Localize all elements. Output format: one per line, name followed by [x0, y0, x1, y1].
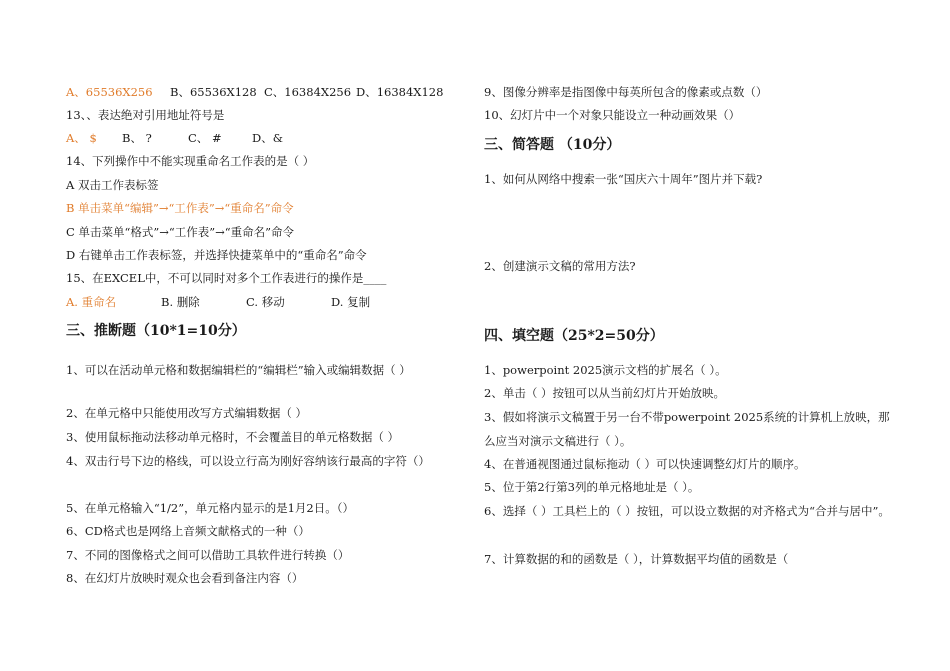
q15-options	[66, 294, 468, 310]
judgment-9: 9、图像分辨率是指图像中每英所包含的像素或点数（）	[484, 85, 768, 99]
judgment-6: 6、CD格式也是网络上音频文献格式的一种（）	[66, 524, 310, 538]
section-fill-title: 四、填空题（25*2=50分）	[484, 328, 664, 344]
q14-stem: 14、下列操作中不能实现重命名工作表的是（ ）	[66, 154, 315, 168]
q15-option-a: A. 重命名	[66, 295, 117, 309]
section-short-answer-title: 三、简答题 （10分）	[484, 137, 621, 153]
q14-option-a: A 双击工作表标签	[66, 178, 159, 192]
q14-option-d: D 右键单击工作表标签，并选择快捷菜单中的“重命名”命令	[66, 248, 367, 262]
fill-6: 6、选择（ ）工具栏上的（ ）按钮，可以设立数据的对齐格式为“合并与居中”。	[484, 504, 890, 518]
q12-option-a: A、65536X256	[66, 85, 153, 99]
q13-option-c: C、 #	[188, 131, 222, 145]
judgment-2: 2、在单元格中只能使用改写方式编辑数据（ ）	[66, 406, 307, 420]
q15-option-d: D. 复制	[331, 295, 371, 309]
judgment-5: 5、在单元格输入“1/2”，单元格内显示的是1月2日。（）	[66, 501, 354, 515]
q15-option-c: C. 移动	[246, 295, 285, 309]
fill-1: 1、powerpoint 2025演示文档的扩展名（ ）。	[484, 363, 727, 377]
q13-option-b: B、 ?	[122, 131, 152, 145]
judgment-10: 10、幻灯片中一个对象只能设立一种动画效果（）	[484, 108, 741, 122]
judgment-3: 3、使用鼠标拖动法移动单元格时，不会覆盖目的单元格数据（ ）	[66, 430, 399, 444]
q13-option-a: A、 $	[66, 131, 97, 145]
q14-option-b: B 单击菜单“编辑”→“工作表”→“重命名”命令	[66, 201, 294, 215]
judgment-7: 7、不同的图像格式之间可以借助工具软件进行转换（）	[66, 548, 350, 562]
section-judgment-title: 三、推断题（10*1=10分）	[66, 323, 246, 339]
q13-options	[66, 130, 468, 146]
judgment-8: 8、在幻灯片放映时观众也会看到备注内容（）	[66, 571, 304, 585]
fill-5: 5、位于第2行第3列的单元格地址是（ ）。	[484, 480, 700, 494]
q13-stem: 13、、表达绝对引用地址符号是	[66, 108, 225, 122]
fill-3: 3、假如将演示文稿置于另一台不带powerpoint 2025系统的计算机上放映，那么应当对演示文稿进行（ ）。	[484, 410, 890, 448]
q13-option-d: D、&	[252, 131, 283, 145]
judgment-1: 1、可以在活动单元格和数据编辑栏的“编辑栏”输入或编辑数据（ ）	[66, 363, 411, 377]
short-answer-1: 1、如何从网络中搜索一张“国庆六十周年”图片并下载?	[484, 172, 763, 186]
fill-7: 7、计算数据的和的函数是（ ），计算数据平均值的函数是（	[484, 552, 789, 566]
q12-option-c: C、16384X256	[264, 85, 352, 99]
q12-option-d: D、16384X128	[356, 85, 444, 99]
q15-option-b: B. 删除	[161, 295, 200, 309]
fill-2: 2、单击（ ）按钮可以从当前幻灯片开始放映。	[484, 386, 725, 400]
judgment-4: 4、双击行号下边的格线，可以设立行高为刚好容纳该行最高的字符（）	[66, 454, 430, 468]
q12-option-b: B、65536X128	[170, 85, 257, 99]
fill-4: 4、在普通视图通过鼠标拖动（ ）可以快速调整幻灯片的顺序。	[484, 457, 806, 471]
q15-stem: 15、在EXCEL中，不可以同时对多个工作表进行的操作是____	[66, 271, 387, 285]
q12-options	[66, 84, 468, 100]
short-answer-2: 2、创建演示文稿的常用方法?	[484, 259, 636, 273]
q14-option-c: C 单击菜单“格式”→“工作表”→“重命名”命令	[66, 225, 294, 239]
